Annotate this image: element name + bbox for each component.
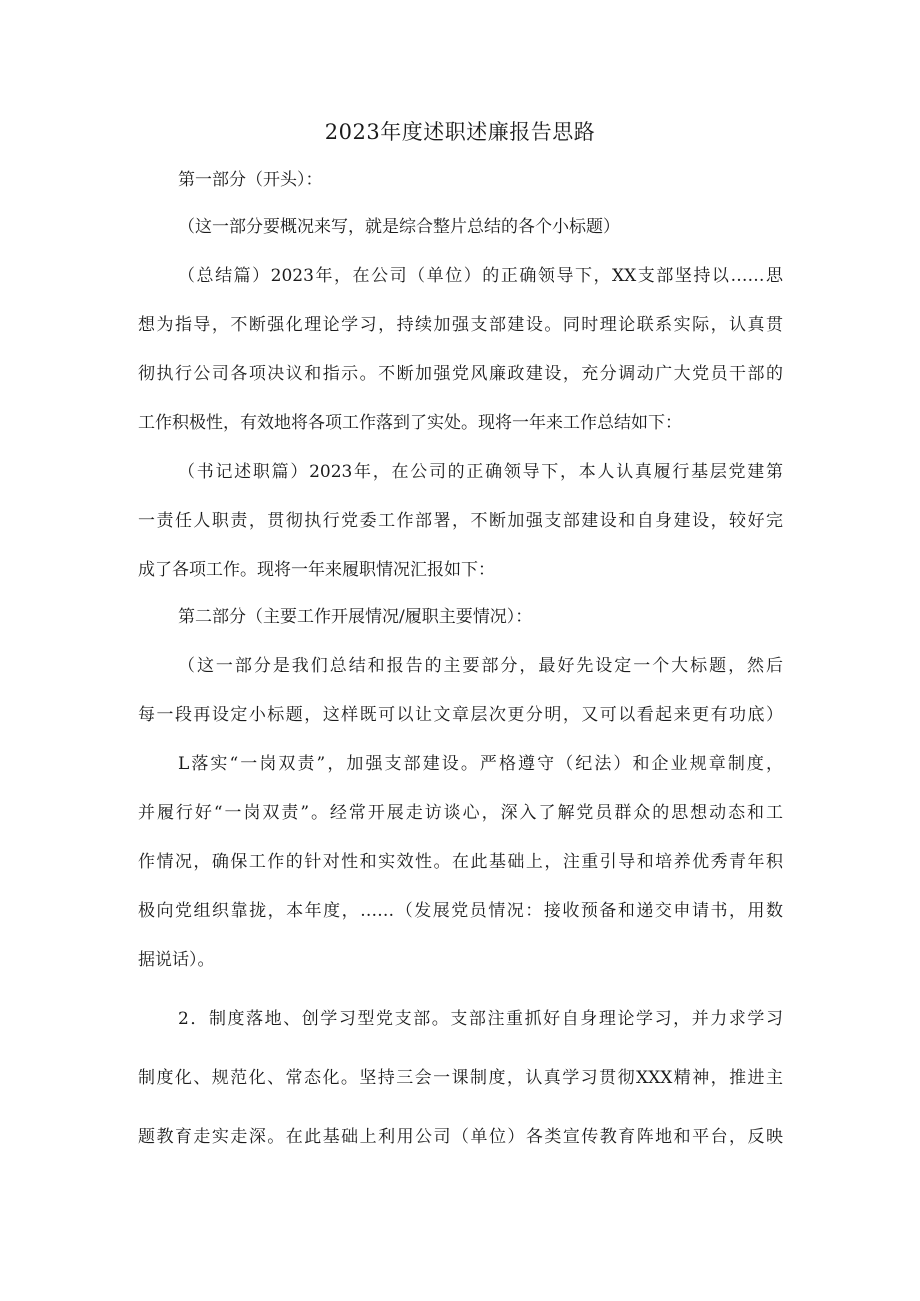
- text-line: （书记述职篇）2023年，在公司的正确领导下，本人认真履行基层党建第: [178, 462, 783, 482]
- text-line: （这一部分要概况来写，就是综合整片总结的各个小标题）: [178, 217, 620, 237]
- text-line: 并履行好“一岗双责”。经常开展走访谈心，深入了解党员群众的思想动态和工: [138, 803, 783, 823]
- text-line: 第一部分（开头）：: [178, 170, 323, 190]
- text-line: 每一段再设定小标题，这样既可以让文章层次更分明，又可以看起来更有功底）: [138, 705, 783, 725]
- text-line: 极向党组织靠拢，本年度，……（发展党员情况：接收预备和递交申请书，用数: [138, 901, 783, 921]
- text-line: 作情况，确保工作的针对性和实效性。在此基础上，注重引导和培养优秀青年积: [138, 852, 783, 872]
- document-title: 2023年度述职述廉报告思路: [324, 120, 596, 144]
- text-line: 第二部分（主要工作开展情况/履职主要情况）：: [178, 607, 533, 627]
- text-line: 工作积极性，有效地将各项工作落到了实处。现将一年来工作总结如下：: [138, 413, 682, 433]
- text-line: 2．制度落地、创学习型党支部。支部注重抓好自身理论学习，并力求学习: [178, 1009, 783, 1029]
- text-line: 想为指导，不断强化理论学习，持续加强支部建设。同时理论联系实际，认真贯: [138, 315, 783, 335]
- text-line: （总结篇）2023年，在公司（单位）的正确领导下，XX支部坚持以……思: [178, 266, 783, 286]
- text-line: 彻执行公司各项决议和指示。不断加强党风廉政建设，充分调动广大党员干部的: [138, 364, 783, 384]
- text-line: 题教育走实走深。在此基础上利用公司（单位）各类宣传教育阵地和平台，反映: [138, 1127, 783, 1147]
- text-line: 一责任人职责，贯彻执行党委工作部署，不断加强支部建设和自身建设，较好完: [138, 511, 783, 531]
- text-line: 据说话）。: [138, 950, 215, 970]
- text-line: 制度化、规范化、常态化。坚持三会一课制度，认真学习贯彻XXX精神，推进主: [138, 1068, 783, 1088]
- text-line: 成了各项工作。现将一年来履职情况汇报如下：: [138, 560, 495, 580]
- text-line: （这一部分是我们总结和报告的主要部分，最好先设定一个大标题，然后: [178, 656, 783, 676]
- text-line: L落实“一岗双责”，加强支部建设。严格遵守（纪法）和企业规章制度，: [178, 754, 783, 774]
